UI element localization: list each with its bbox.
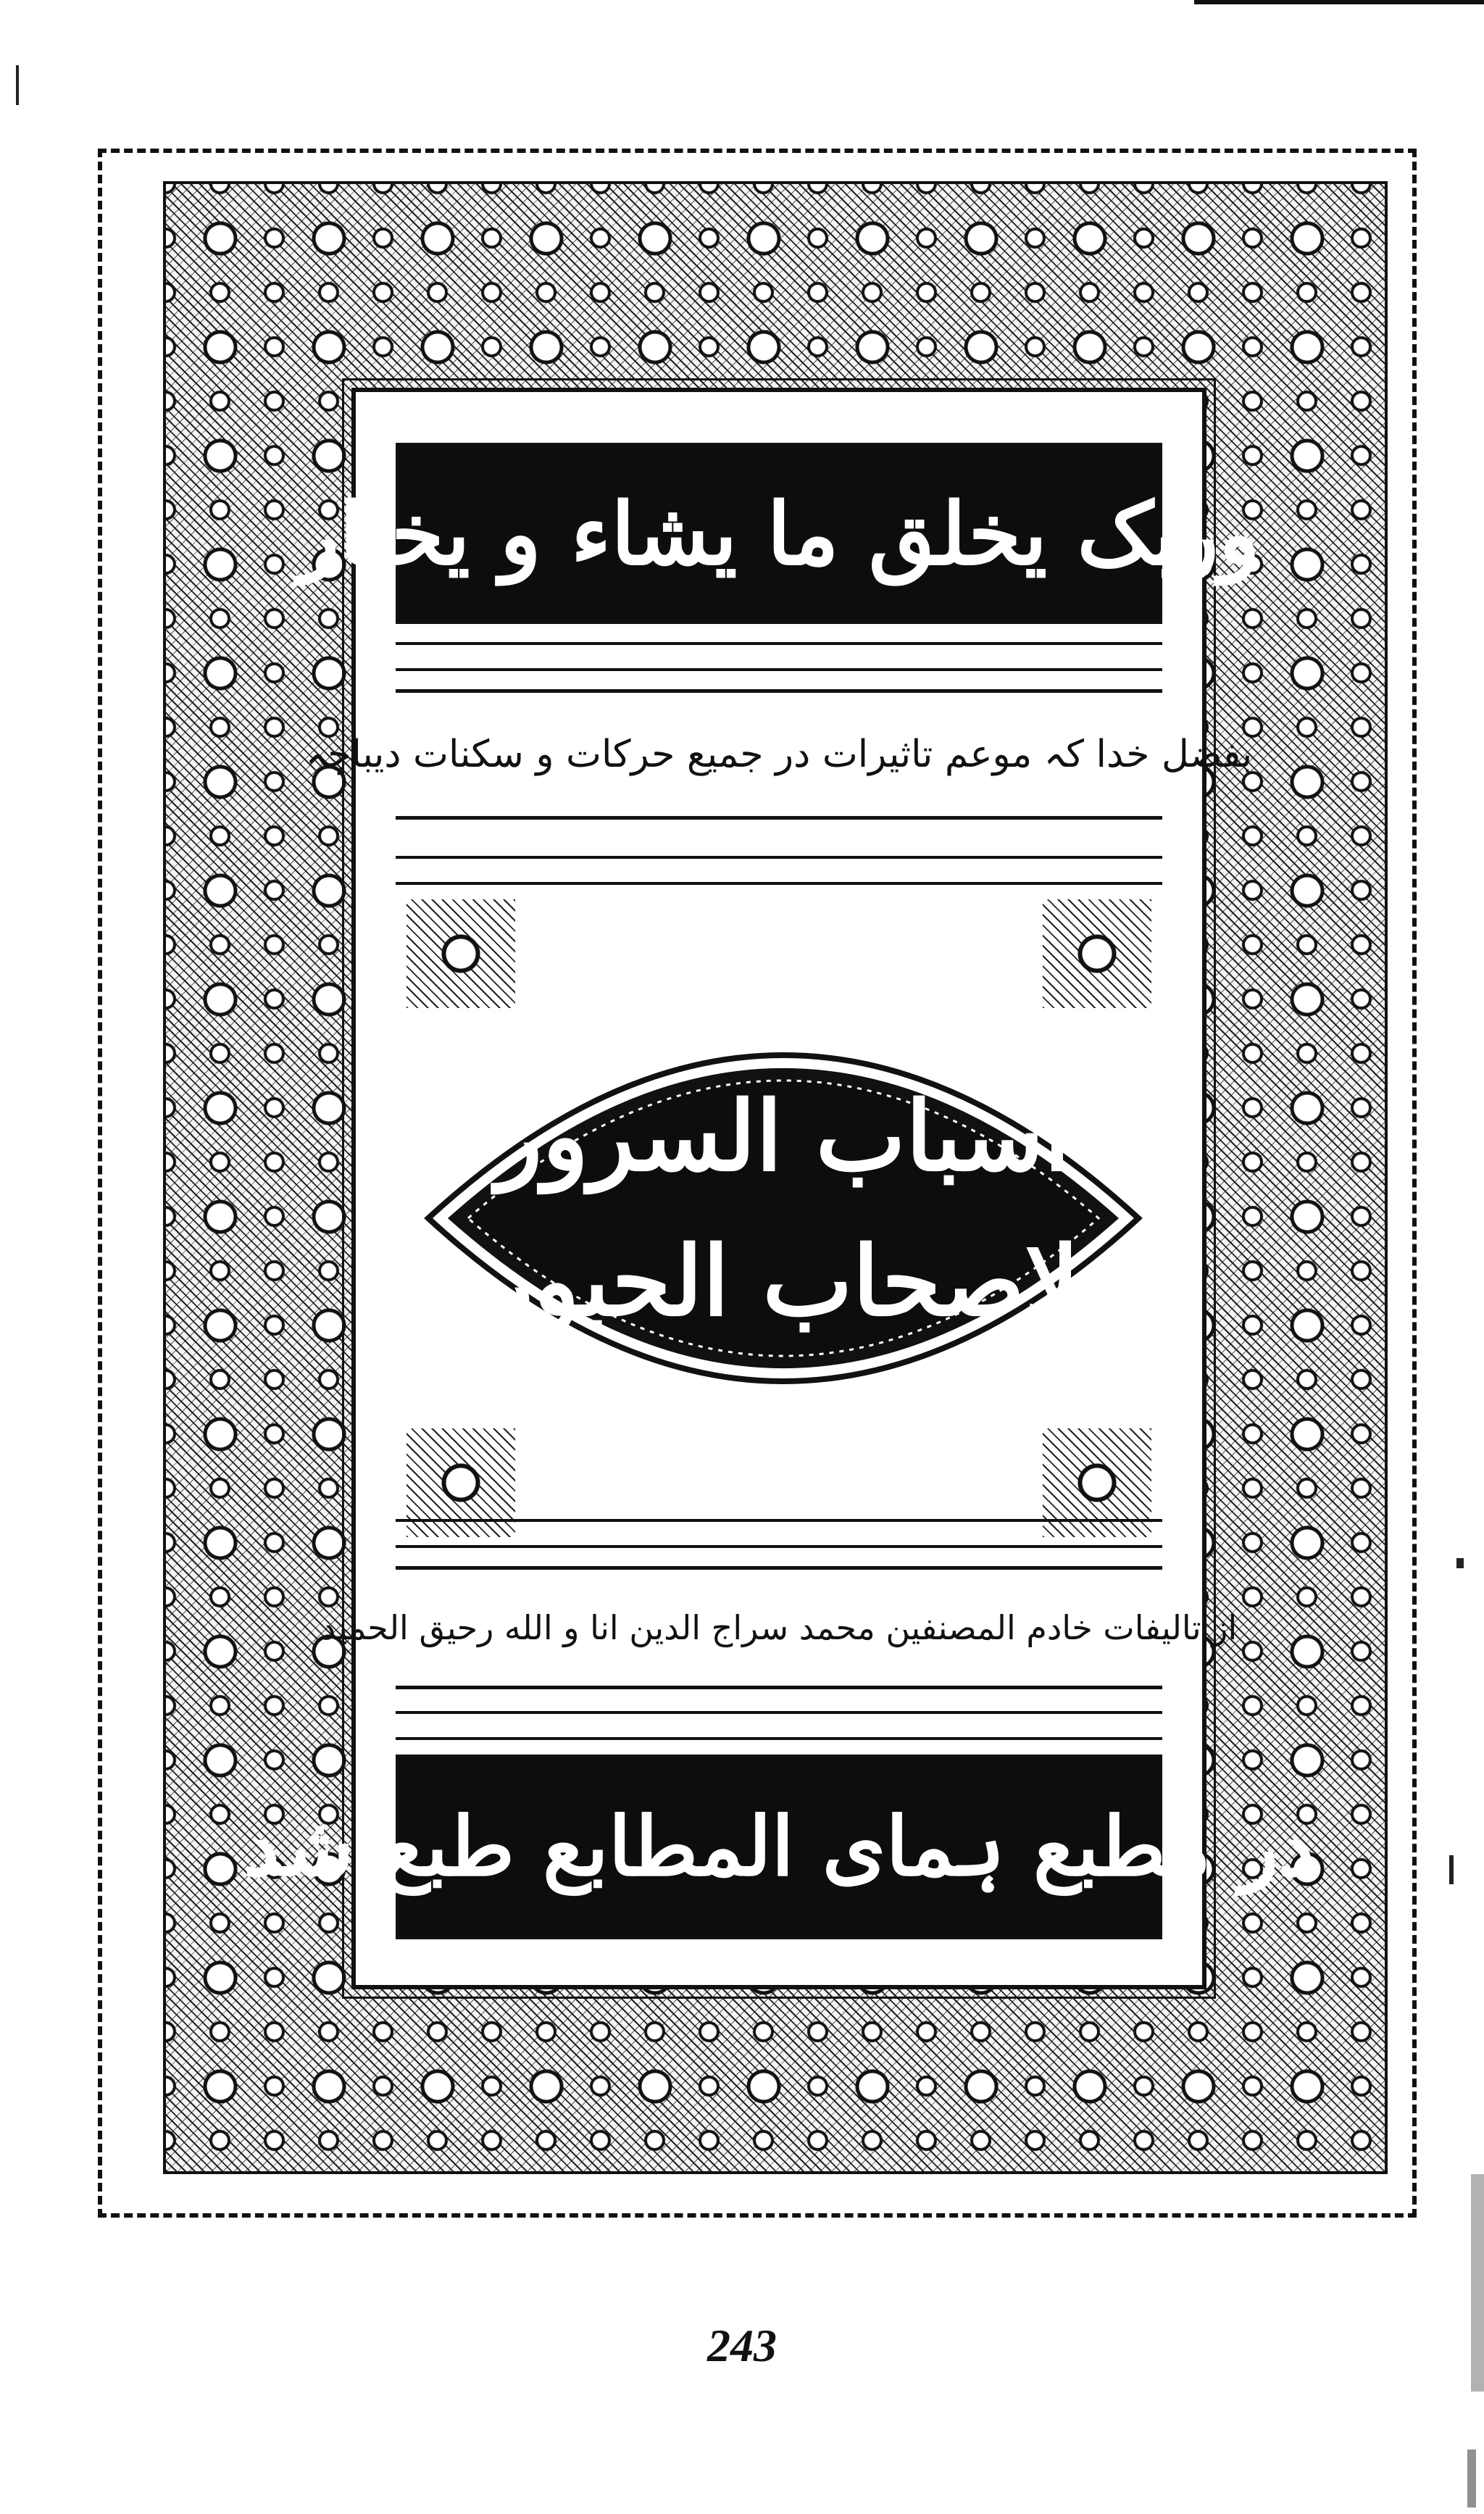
rule-band-2 [396,856,1162,885]
scan-speck [1449,1855,1454,1884]
scan-edge-rule [1194,0,1484,4]
subtitle-text: بفضل خدا کہ موعم تاثیرات در جمیع حرکات و سکنات دیباچہ [305,733,1253,776]
title-line-2: لاصحاب الحبور [487,1225,1080,1338]
author-text: از تالیفات خادم المصنفین محمد سراج الدین انا و الله رحیق الحمید [320,1608,1238,1647]
rule-band-1 [396,642,1162,671]
scan-speck [1467,2450,1476,2507]
medallion-shape [399,957,1167,1479]
title-medallion [399,957,1167,1479]
scan-speck [1456,1558,1464,1568]
rule-band-3 [396,1519,1162,1548]
rule-band-4 [396,1711,1162,1740]
top-verse-text: وربک یخلق ما یشاء و یختار [298,483,1260,584]
subtitle-band [305,689,1253,820]
page-number: 243 [707,2320,777,2371]
press-band [243,1755,1315,1939]
title-panel [243,388,1315,1989]
author-band [320,1566,1238,1689]
title-line-1: اسباب السرور [496,1081,1071,1193]
top-verse-band [298,443,1260,624]
scan-margin-mark [16,65,19,105]
press-text: در مطبع ہمای المطابع طبع شد [243,1799,1315,1894]
